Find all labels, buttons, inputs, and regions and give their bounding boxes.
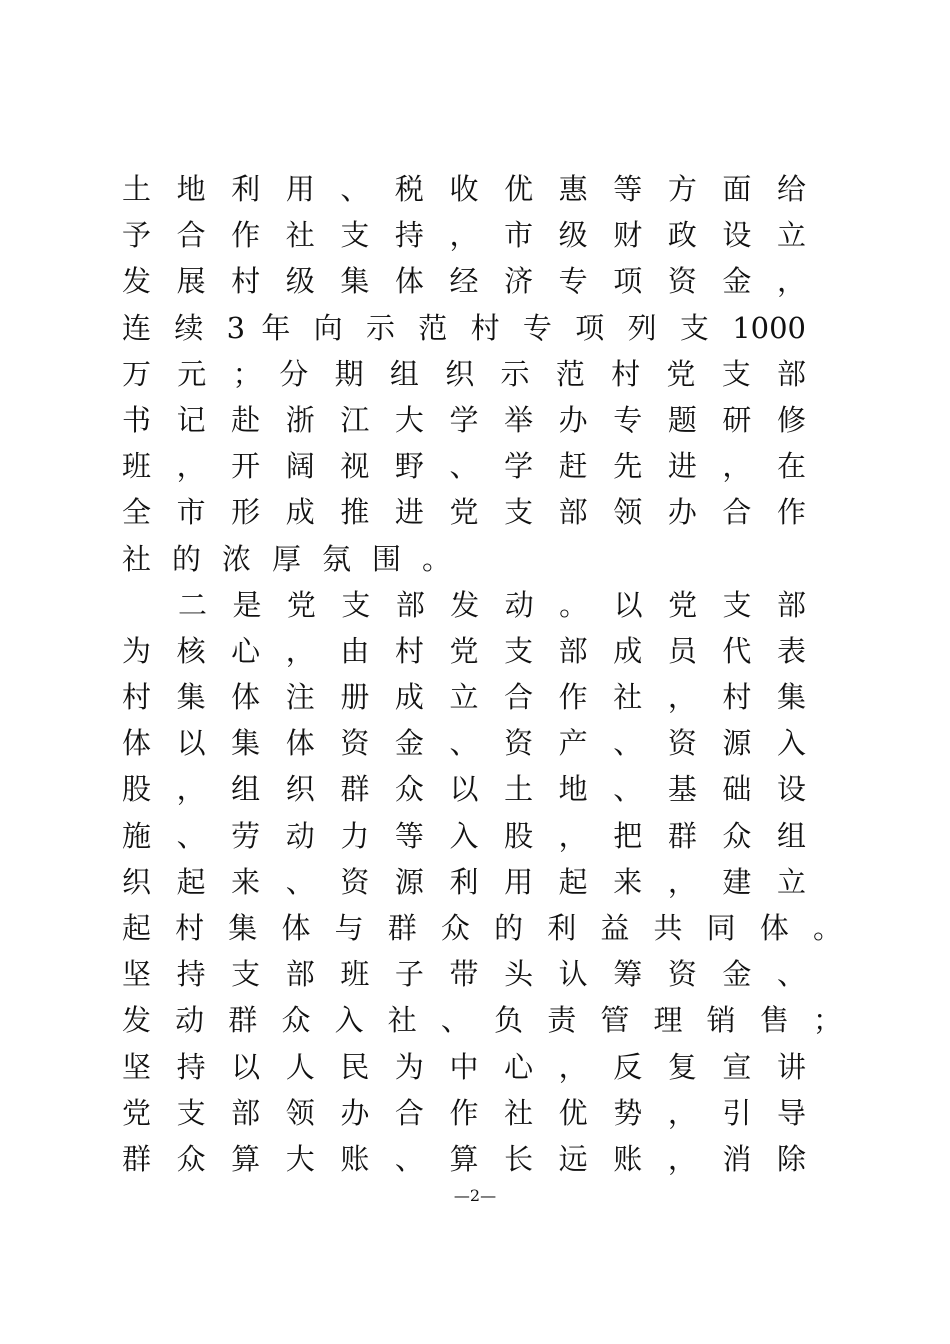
text-line: 坚 持 支 部 班 子 带 头 认 筹 资 金 、 [122, 957, 806, 992]
text-line: 施 、 劳 动 力 等 入 股 ， 把 群 众 组 [122, 818, 806, 853]
text-line: 村 集 体 注 册 成 立 合 作 社 ， 村 集 [122, 680, 806, 715]
body-text [122, 166, 842, 1182]
page-number: —2— [453, 1186, 497, 1205]
text-line: 股 ， 组 织 群 众 以 土 地 、 基 础 设 [122, 772, 806, 807]
text-line: 土 地 利 用 、 税 收 优 惠 等 方 面 给 [122, 172, 806, 206]
text-line: 织 起 来 、 资 源 利 用 起 来 ， 建 立 [122, 864, 806, 899]
text-line: 坚 持 以 人 民 为 中 心 ， 反 复 宣 讲 [122, 1049, 806, 1084]
text-line: 全 市 形 成 推 进 党 支 部 领 办 合 作 [122, 495, 806, 530]
text-line: 予 合 作 社 支 持 ， 市 级 财 政 设 立 [122, 218, 806, 253]
paragraph-first-line: 二 是 党 支 部 发 动 。 以 党 支 部 [178, 587, 806, 622]
text-line: 群 众 算 大 账 、 算 长 远 账 ， 消 除 [122, 1141, 806, 1176]
text-line: 发 动 群 众 入 社 、 负 责 管 理 销 售 ； [122, 1003, 842, 1038]
text-line: 万 元 ； 分 期 组 织 示 范 村 党 支 部 [122, 356, 806, 391]
text-line: 起 村 集 体 与 群 众 的 利 益 共 同 体 。 [122, 911, 842, 945]
text-line: 连 续 3 年 向 示 范 村 专 项 列 支 1000 [122, 310, 806, 345]
text-line: 书 记 赴 浙 江 大 学 举 办 专 题 研 修 [122, 402, 806, 437]
text-line: 党 支 部 领 办 合 作 社 优 势 ， 引 导 [122, 1095, 806, 1130]
text-line: 体 以 集 体 资 金 、 资 产 、 资 源 入 [122, 726, 806, 761]
text-line: 社的浓厚氛围。 [122, 541, 473, 576]
text-line: 发 展 村 级 集 体 经 济 专 项 资 金 ， [122, 264, 806, 299]
text-line: 为 核 心 ， 由 村 党 支 部 成 员 代 表 [122, 633, 806, 668]
text-line: 班 ， 开 阔 视 野 、 学 赶 先 进 ， 在 [122, 449, 806, 484]
